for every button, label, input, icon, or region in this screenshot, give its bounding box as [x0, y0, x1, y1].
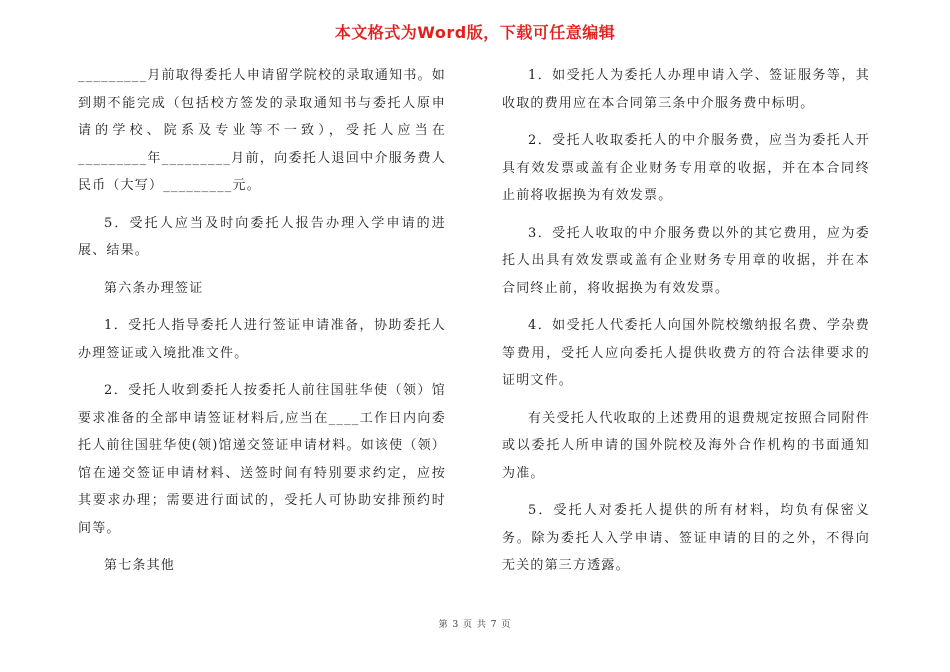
paragraph-visa-guidance: 1．受托人指导委托人进行签证申请准备，协助委托人办理签证或入境批准文件。 [78, 318, 446, 361]
paragraph-confidentiality: 5．受托人对委托人提供的所有材料，均负有保密义务。除为委托人入学申请、签证申请的目的之外，不得向无关的第三方透露。 [502, 503, 870, 573]
left-column [78, 62, 446, 590]
section-heading-other: 第七条其他 [104, 558, 176, 573]
paragraph-other-fees-invoice: 3．受托人收取的中介服务费以外的其它费用，应为委托人出具有效发票或盖有企业财务专用章的收据，并在本合同终止前，将收据换为有效发票。 [502, 225, 870, 296]
right-column [502, 62, 870, 590]
paragraph-refund-rules: 有关受托人代收取的上述费用的退费规定按照合同附件或以委托人所申请的国外院校及海外合作机构的书面通知为准。 [502, 410, 870, 481]
page-number-footer: 第 3 页 共 7 页 [438, 620, 512, 630]
paragraph-deadline-refund: _________月前取得委托人申请留学院校的录取通知书。如到期不能完成（包括校方签发的录取通知书与委托人原申请的学校、院系及专业等不一致），受托人应当在_________年_________月前，向委托人退回中介服务费人民币（大写）_________元。 [78, 68, 446, 193]
paragraph-fee-listing: 1．如受托人为委托人办理申请入学、签证服务等，其收取的费用应在本合同第三条中介服务费中标明。 [502, 68, 870, 111]
word-format-banner: 本文格式为Word版，下载可任意编辑 [334, 23, 616, 42]
section-heading-visa: 第六条办理签证 [104, 280, 204, 296]
paragraph-service-invoice: 2．受托人收取委托人的中介服务费，应当为委托人开具有效发票或盖有企业财务专用章的收据，并在本合同终止前将收据换为有效发票。 [502, 133, 870, 203]
paragraph-visa-submission: 2．受托人收到委托人按委托人前往国驻华使（领）馆要求准备的全部申请签证材料后,应当在____工作日内向委托人前往国驻华使(领)馆递交签证申请材料。如该使（领）馆在递交签证申请材料、送签时间有特别要求约定，应按其要求办理；需要进行面试的，受托人可协助安排预约时间等。 [78, 383, 446, 536]
paragraph-progress-report: 5．受托人应当及时向委托人报告办理入学申请的进展、结果。 [78, 215, 446, 258]
paragraph-school-fees-proof: 4．如受托人代委托人向国外院校缴纳报名费、学杂费等费用，受托人应向委托人提供收费方的符合法律要求的证明文件。 [502, 318, 870, 388]
